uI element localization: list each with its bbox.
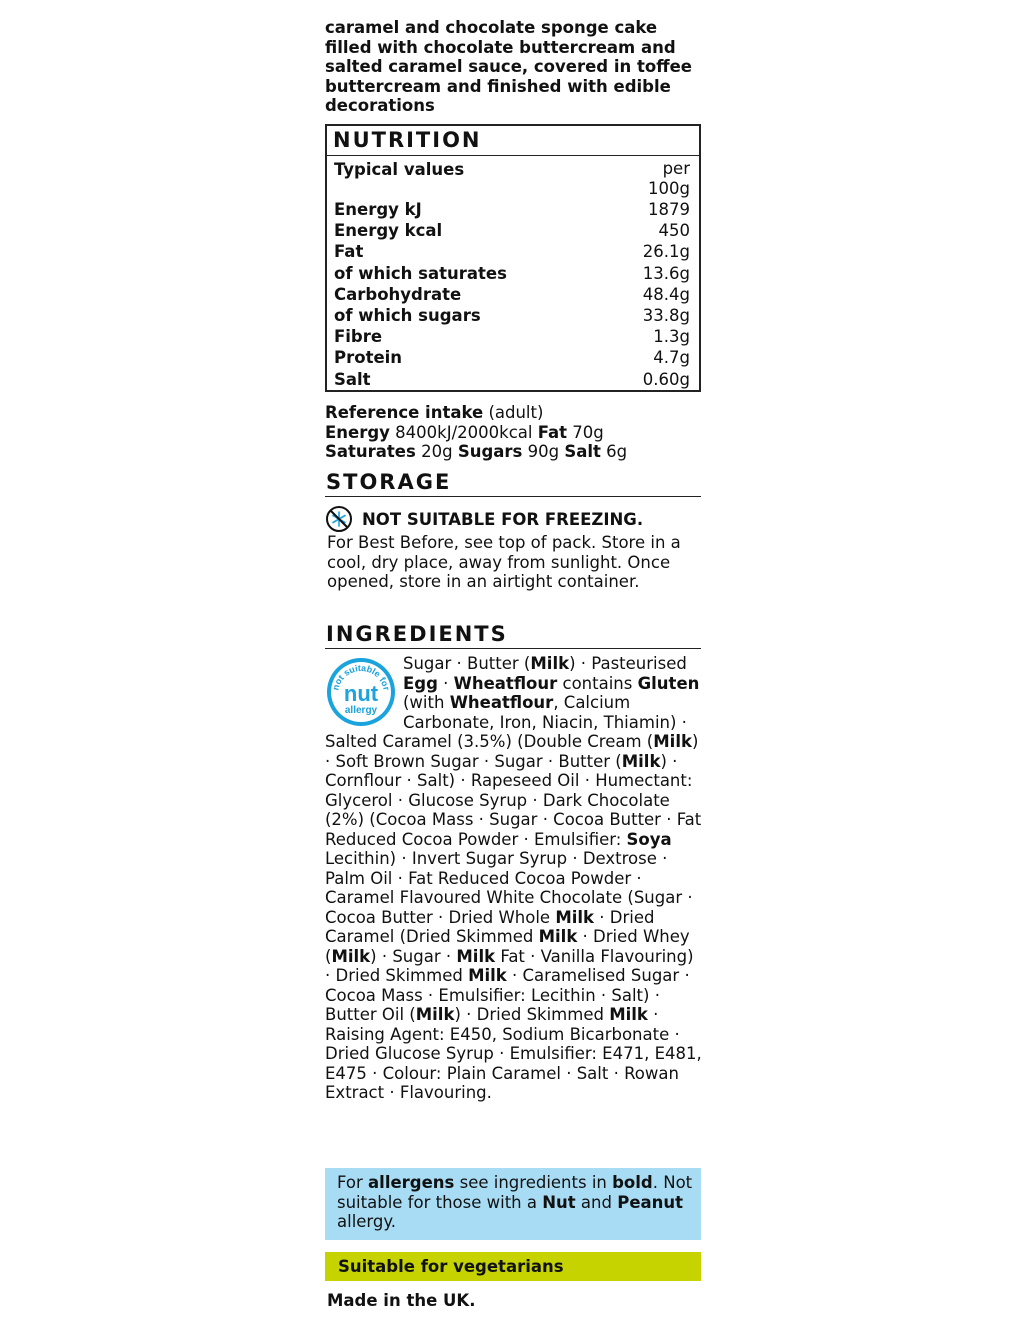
ingredient-segment: Sugar · Butter ( bbox=[403, 654, 531, 673]
nutrition-row bbox=[327, 369, 699, 390]
ingredient-bold-segment: Milk bbox=[555, 907, 595, 927]
allergen-advice-text bbox=[337, 1173, 692, 1231]
nutrition-row bbox=[327, 199, 699, 220]
product-description: caramel and chocolate sponge cake filled with chocolate buttercream and salted caramel sauce, covered in toffee buttercream and finished with edible decorations bbox=[325, 18, 692, 115]
nutrition-row-value: 48.4g bbox=[642, 284, 690, 304]
reference-sugars-label: Sugars bbox=[457, 442, 523, 461]
ingredient-segment: · Dried Caramel (Dried Skimmed bbox=[325, 907, 655, 946]
ingredient-segment: Fat · Vanilla Flavouring) · Dried Skimmed bbox=[325, 946, 694, 985]
reference-saturates-value: 20g bbox=[421, 442, 453, 461]
ingredient-segment: · Caramelised Sugar · Cocoa Mass · Emulsifier: Lecithin · Salt) · Butter Oil ( bbox=[325, 966, 690, 1024]
ingredient-segment: · bbox=[437, 673, 454, 693]
allergen-advice-bold-segment: Nut bbox=[542, 1192, 576, 1212]
nutrition-row-label: Fat bbox=[334, 242, 364, 262]
badge-top-text: not suitable for bbox=[330, 662, 392, 692]
ingredient-segment: Lecithin) · Invert Sugar Syrup · Dextrose · Palm Oil · Fat Reduced Cocoa Powder · Caramel Flavoured White Chocolate (Sugar · Cocoa Butter · Dried Whole bbox=[325, 849, 693, 927]
badge-bottom-text: allergy bbox=[344, 705, 378, 716]
ingredient-segment: ) · Soft Brown Sugar · Sugar · Butter ( bbox=[325, 732, 699, 771]
nutrition-row bbox=[327, 326, 699, 347]
allergen-advice-segment: see ingredients in bbox=[454, 1173, 613, 1192]
allergen-advice-segment: allergy. bbox=[337, 1212, 397, 1231]
nutrition-row bbox=[327, 263, 699, 284]
nutrition-row-label: Protein bbox=[334, 348, 403, 368]
ingredient-bold-segment: Milk bbox=[468, 966, 507, 985]
nutrition-row-label: Fibre bbox=[334, 327, 383, 347]
nutrition-row bbox=[327, 220, 699, 241]
nutrition-row-label: of which saturates bbox=[334, 263, 507, 283]
ingredient-segment: (with bbox=[403, 693, 450, 712]
nutrition-header-value bbox=[630, 159, 690, 199]
ingredient-bold-segment: Wheatflour bbox=[453, 673, 558, 693]
ingredient-segment: ) · Dried Skimmed bbox=[454, 1005, 610, 1024]
reference-fat-label: Fat bbox=[537, 422, 568, 442]
ingredient-segment: · Raising Agent: E450, Sodium Bicarbonate · Dried Glucose Syrup · Emulsifier: E471, E481, E475 · Colour: Plain Caramel · Salt · Rowan Extract · Flavouring. bbox=[325, 1005, 702, 1102]
reference-intake bbox=[325, 403, 700, 462]
nutrition-header-100g: 100g bbox=[648, 179, 690, 198]
ingredient-bold-segment: Egg bbox=[403, 673, 438, 693]
nutrition-row-label: Energy kJ bbox=[334, 200, 422, 219]
storage-text: For Best Before, see top of pack. Store in a cool, dry place, away from sunlight. Once opened, store in an airtight container. bbox=[327, 533, 681, 591]
ingredient-bold-segment: Milk bbox=[653, 732, 692, 751]
reference-fat-value: 70g bbox=[572, 422, 604, 442]
allergen-advice-bold-segment: allergens bbox=[368, 1173, 455, 1192]
nutrition-row-value: 26.1g bbox=[642, 242, 690, 262]
ingredient-bold-segment: Soya bbox=[626, 829, 672, 849]
vegetarian-banner: Suitable for vegetarians bbox=[325, 1252, 701, 1281]
nutrition-row-value: 33.8g bbox=[642, 305, 690, 325]
ingredients-heading: INGREDIENTS bbox=[325, 622, 701, 649]
nutrition-row-value: 13.6g bbox=[642, 263, 690, 283]
ingredient-segment: ) · Cornflour · Salt) · Rapeseed Oil · Humectant: Glycerol · Glucose Syrup · Dark Chocolate (2%) (Cocoa Mass · Sugar · Cocoa Butter · Fat Reduced Cocoa Powder · Emulsifier: bbox=[325, 751, 702, 849]
freezing-warning bbox=[325, 505, 700, 533]
ingredient-bold-segment: Milk bbox=[530, 654, 570, 673]
storage-heading: STORAGE bbox=[325, 470, 701, 497]
nutrition-row bbox=[327, 284, 699, 305]
ingredient-bold-segment: Wheatflour bbox=[449, 693, 554, 712]
nutrition-table bbox=[325, 124, 701, 392]
reference-energy-value: 8400kJ/2000kcal bbox=[395, 422, 533, 442]
nutrition-row-label: Salt bbox=[334, 369, 371, 389]
ingredient-segment: ) · Sugar · bbox=[370, 946, 457, 966]
nutrition-row bbox=[327, 305, 699, 326]
allergen-advice-box bbox=[325, 1168, 701, 1240]
nutrition-row bbox=[327, 241, 699, 262]
ingredient-segment: ) · Pasteurised bbox=[569, 654, 687, 673]
reference-saturates-label: Saturates bbox=[325, 442, 416, 461]
reference-energy-label: Energy bbox=[325, 422, 390, 442]
reference-sugars-value: 90g bbox=[527, 442, 560, 461]
allergen-advice-segment: . Not suitable for those with a bbox=[337, 1173, 693, 1212]
reference-qualifier: (adult) bbox=[488, 403, 544, 422]
ingredient-segment: · Dried Whey ( bbox=[325, 927, 690, 966]
reference-salt-value: 6g bbox=[606, 442, 628, 461]
ingredient-bold-segment: Milk bbox=[415, 1005, 455, 1024]
allergen-advice-bold-segment: Peanut bbox=[617, 1192, 684, 1212]
nutrition-title: NUTRITION bbox=[327, 126, 699, 156]
allergen-advice-bold-segment: bold bbox=[612, 1173, 653, 1192]
nutrition-header-label: Typical values bbox=[334, 160, 465, 179]
ingredient-segment: contains bbox=[557, 673, 638, 693]
nutrition-header-row bbox=[327, 156, 699, 199]
allergen-advice-segment: and bbox=[575, 1192, 618, 1212]
origin-text: Made in the UK. bbox=[327, 1291, 476, 1310]
nutrition-row-label: of which sugars bbox=[334, 305, 481, 325]
nutrition-row-value: 0.60g bbox=[642, 369, 690, 389]
nutrition-row-value: 450 bbox=[658, 221, 690, 241]
no-freeze-icon bbox=[325, 505, 353, 533]
ingredient-segment: , Calcium Carbonate, Iron, Niacin, Thiamin) · Salted Caramel (3.5%) (Double Cream ( bbox=[325, 693, 687, 751]
nutrition-row-value: 1879 bbox=[648, 200, 690, 219]
nutrition-header-per: per bbox=[662, 159, 690, 178]
nutrition-row-label: Energy kcal bbox=[334, 221, 443, 241]
nutrition-row-value: 1.3g bbox=[653, 327, 690, 347]
nutrition-row bbox=[327, 347, 699, 368]
allergen-advice-segment: For bbox=[337, 1173, 369, 1192]
reference-title: Reference intake bbox=[325, 403, 484, 422]
ingredients-text bbox=[325, 654, 703, 1103]
badge-mid-text: nut bbox=[343, 681, 379, 706]
nutrition-row-label: Carbohydrate bbox=[334, 284, 462, 304]
freezing-text: NOT SUITABLE FOR FREEZING. bbox=[362, 509, 644, 529]
nutrition-row-value: 4.7g bbox=[653, 348, 690, 368]
ingredient-bold-segment: Milk bbox=[456, 946, 496, 966]
ingredient-bold-segment: Gluten bbox=[637, 673, 700, 693]
ingredient-bold-segment: Milk bbox=[331, 946, 371, 966]
nut-allergy-badge-icon bbox=[325, 656, 397, 728]
reference-salt-label: Salt bbox=[564, 442, 601, 461]
ingredient-bold-segment: Milk bbox=[538, 927, 578, 946]
ingredient-bold-segment: Milk bbox=[609, 1005, 648, 1024]
ingredient-bold-segment: Milk bbox=[621, 751, 661, 771]
